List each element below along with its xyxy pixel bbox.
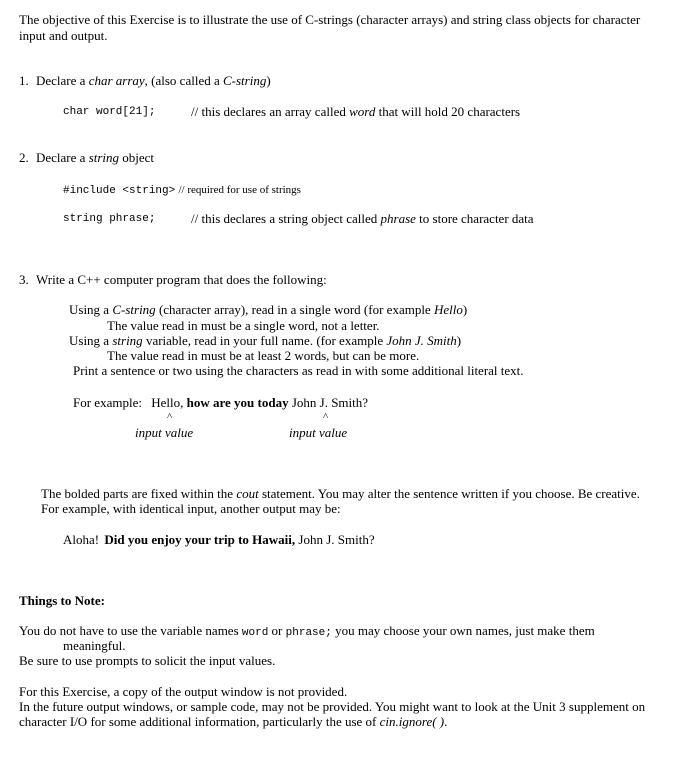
example-1-sentence: [73, 395, 368, 410]
step-3-bullet-3: Print a sentence or two using the characters as read in with some additional literal text.: [73, 363, 524, 378]
example-2-name: John J. Smith?: [298, 532, 375, 547]
step-2-comment: [191, 211, 534, 226]
step-2-comment-a: // this declares a string object called: [191, 211, 381, 226]
step-2-text-b: string: [88, 150, 120, 165]
example-1-name: John J. Smith?: [291, 395, 369, 410]
step-1-code: char word[21];: [63, 106, 156, 118]
step-3-bullet-1-e: ): [462, 302, 468, 317]
bold-note-cout: cout: [236, 486, 259, 501]
bold-note-a: The bolded parts are fixed within the: [41, 486, 237, 501]
input-value-label-1: input value: [135, 425, 194, 440]
things-p4: In the future output windows, or sample code, may not be provided. You might want to look at the Unit 3 supplement on: [19, 699, 646, 714]
step-3-bullet-2-a: Using a: [69, 333, 113, 348]
step-1-comment-b: word: [349, 104, 376, 119]
step-2-comment-b: phrase: [380, 211, 416, 226]
step-2-include-comment: // required for use of strings: [178, 184, 301, 196]
input-value-label-2: input value: [289, 425, 348, 440]
step-1-comment-c: that will hold 20 characters: [375, 104, 521, 119]
step-3-number: 3.: [19, 272, 29, 287]
step-2-include-code: #include <string>: [63, 185, 176, 197]
step-1-heading: [19, 73, 271, 88]
things-p2: Be sure to use prompts to solicit the input values.: [19, 653, 276, 668]
things-p1-b: or: [268, 623, 286, 638]
bold-note-line-2: For example, with identical input, another output may be:: [41, 501, 341, 516]
step-1-text-e: ): [266, 73, 271, 88]
step-2-text-a: Declare a: [36, 150, 89, 165]
step-3-bullet-1-sub: The value read in must be a single word, not a letter.: [107, 318, 380, 333]
step-3-bullet-1-b: C-string: [112, 302, 156, 317]
step-3-bullet-2: [69, 333, 461, 348]
step-1-text-b: char array: [88, 73, 145, 88]
things-to-note-heading: Things to Note:: [19, 593, 105, 608]
step-3-bullet-2-b: string: [112, 333, 143, 348]
example-2-fixed: Did you enjoy your trip to Hawaii,: [104, 532, 296, 547]
step-3-bullet-1: [69, 302, 467, 317]
step-3-bullet-1-a: Using a: [69, 302, 113, 317]
step-2-include: [63, 181, 301, 199]
things-p1-code-word: word: [241, 627, 269, 639]
example-2-word: Aloha!: [63, 532, 100, 547]
things-p5: [19, 714, 447, 729]
step-3-heading-text: Write a C++ computer program that does the following:: [36, 272, 327, 287]
step-3-bullet-1-d: Hello: [433, 302, 463, 317]
step-1-text-d: C-string: [222, 73, 267, 88]
things-p1-c: you may choose your own names, just make them: [331, 623, 595, 638]
things-p5-a: character I/O for some additional information, particularly the use of: [19, 714, 380, 729]
step-3-bullet-2-d: John J. Smith: [386, 333, 457, 348]
step-1-text-c: , (also called a: [144, 73, 223, 88]
example-2-sentence: [63, 532, 375, 547]
step-2-heading: [19, 150, 154, 165]
step-3-bullet-1-c: (character array), read in a single word (for example: [155, 302, 434, 317]
intro-line-2: input and output.: [19, 28, 108, 43]
caret-marker-1: ^: [167, 411, 173, 423]
step-2-text-c: object: [119, 150, 155, 165]
things-p1-a: You do not have to use the variable names: [19, 623, 242, 638]
step-2-number: 2.: [19, 150, 29, 165]
step-1-comment-a: // this declares an array called: [191, 104, 350, 119]
step-3-bullet-2-sub: The value read in must be at least 2 words, but can be more.: [107, 348, 420, 363]
example-1-word: Hello,: [151, 395, 184, 410]
things-p5-cin-ignore: cin.ignore( ): [379, 714, 445, 729]
things-p1-code-phrase: phrase;: [285, 627, 332, 639]
step-3-bullet-2-e: ): [456, 333, 462, 348]
step-1-text-a: Declare a: [36, 73, 89, 88]
things-p5-c: .: [444, 714, 448, 729]
step-1-comment: [191, 104, 520, 119]
things-p1-continued: meaningful.: [63, 638, 126, 653]
bold-note-line-1: [41, 486, 640, 501]
example-1-fixed: how are you today: [186, 395, 289, 410]
step-3-heading: [19, 272, 327, 287]
caret-marker-2: ^: [323, 411, 329, 423]
step-2-comment-c: to store character data: [415, 211, 534, 226]
step-1-number: 1.: [19, 73, 29, 88]
intro-line-1: The objective of this Exercise is to illustrate the use of C-strings (character arrays) and string class objects for character: [19, 12, 641, 27]
example-1-label: For example:: [73, 395, 142, 410]
bold-note-c: statement. You may alter the sentence written if you choose. Be creative.: [258, 486, 640, 501]
step-2-code: string phrase;: [63, 213, 156, 225]
things-p3: For this Exercise, a copy of the output window is not provided.: [19, 684, 348, 699]
step-3-bullet-2-c: variable, read in your full name. (for example: [142, 333, 387, 348]
